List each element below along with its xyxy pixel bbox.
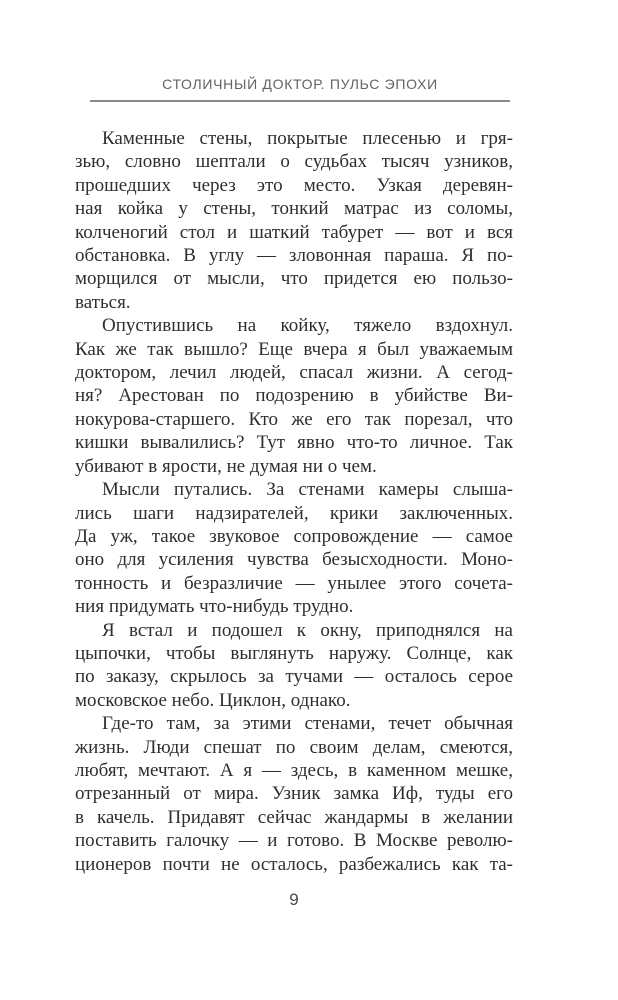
body-text: [75, 127, 513, 876]
text-line: тонность и безразличие — унылее этого сочета-: [75, 572, 513, 594]
text-line: любят, мечтают. А я — здесь, в каменном мешке,: [75, 759, 513, 781]
text-line: поставить галочку — и готово. В Москве револю-: [75, 830, 513, 852]
text-line: убивают в ярости, не думая ни о чем.: [75, 455, 377, 477]
text-line: московское небо. Циклон, однако.: [75, 689, 351, 711]
text-line: отрезанный от мира. Узник замка Иф, туды его: [75, 783, 513, 805]
text-line: цыпочки, чтобы выглянуть наружу. Солнце, как: [75, 642, 513, 664]
text-line: нокурова-старшего. Кто же его так порезал, что: [75, 408, 513, 430]
text-line: лись шаги надзирателей, крики заключенных.: [75, 502, 513, 524]
text-line: обстановка. В углу — зловонная параша. Я по-: [75, 245, 513, 267]
text-line: ня? Арестован по подозрению в убийстве Ви-: [75, 385, 513, 407]
text-line: Где-то там, за этими стенами, течет обычная: [102, 713, 513, 735]
text-line: Опустившись на койку, тяжело вздохнул.: [102, 315, 513, 337]
text-line: ционеров почти не осталось, разбежались как та-: [75, 853, 513, 875]
text-line: морщился от мысли, что придется ею пользо-: [75, 268, 513, 290]
text-line: Мысли путались. За стенами камеры слыша-: [102, 479, 513, 501]
text-line: по заказу, скрылось за тучами — осталось серое: [75, 666, 513, 688]
text-line: ная койка у стены, тонкий матрас из соломы,: [75, 198, 513, 220]
text-line: в качель. Придавят сейчас жандармы в желании: [75, 806, 513, 828]
text-line: прошедших через это место. Узкая деревян-: [75, 174, 513, 196]
running-header-title: СТОЛИЧНЫЙ ДОКТОР. ПУЛЬС ЭПОХИ: [162, 76, 438, 92]
text-line: кишки вывалились? Тут явно что-то личное. Так: [75, 432, 513, 454]
text-line: Я встал и подошел к окну, приподнялся на: [102, 619, 513, 641]
text-line: Каменные стены, покрытые плесенью и гря-: [102, 128, 513, 149]
text-line: Как же так вышло? Еще вчера я был уважаемым: [75, 338, 513, 360]
text-line: Да уж, такое звуковое сопровождение — самое: [75, 525, 513, 547]
text-line: ния придумать что-нибудь трудно.: [75, 596, 354, 618]
text-line: ваться.: [75, 291, 131, 313]
text-line: оно для усиления чувства безысходности. Моно-: [75, 549, 513, 571]
header-rule: [90, 100, 510, 102]
text-line: колченогий стол и шаткий табурет — вот и вся: [75, 221, 513, 243]
text-line: доктором, лечил людей, спасал жизни. А сегод-: [75, 362, 513, 384]
text-line: жизнь. Люди спешат по своим делам, смеются,: [75, 736, 513, 758]
text-line: зью, словно шептали о судьбах тысяч узников,: [75, 151, 513, 173]
page-number: 9: [289, 890, 299, 909]
